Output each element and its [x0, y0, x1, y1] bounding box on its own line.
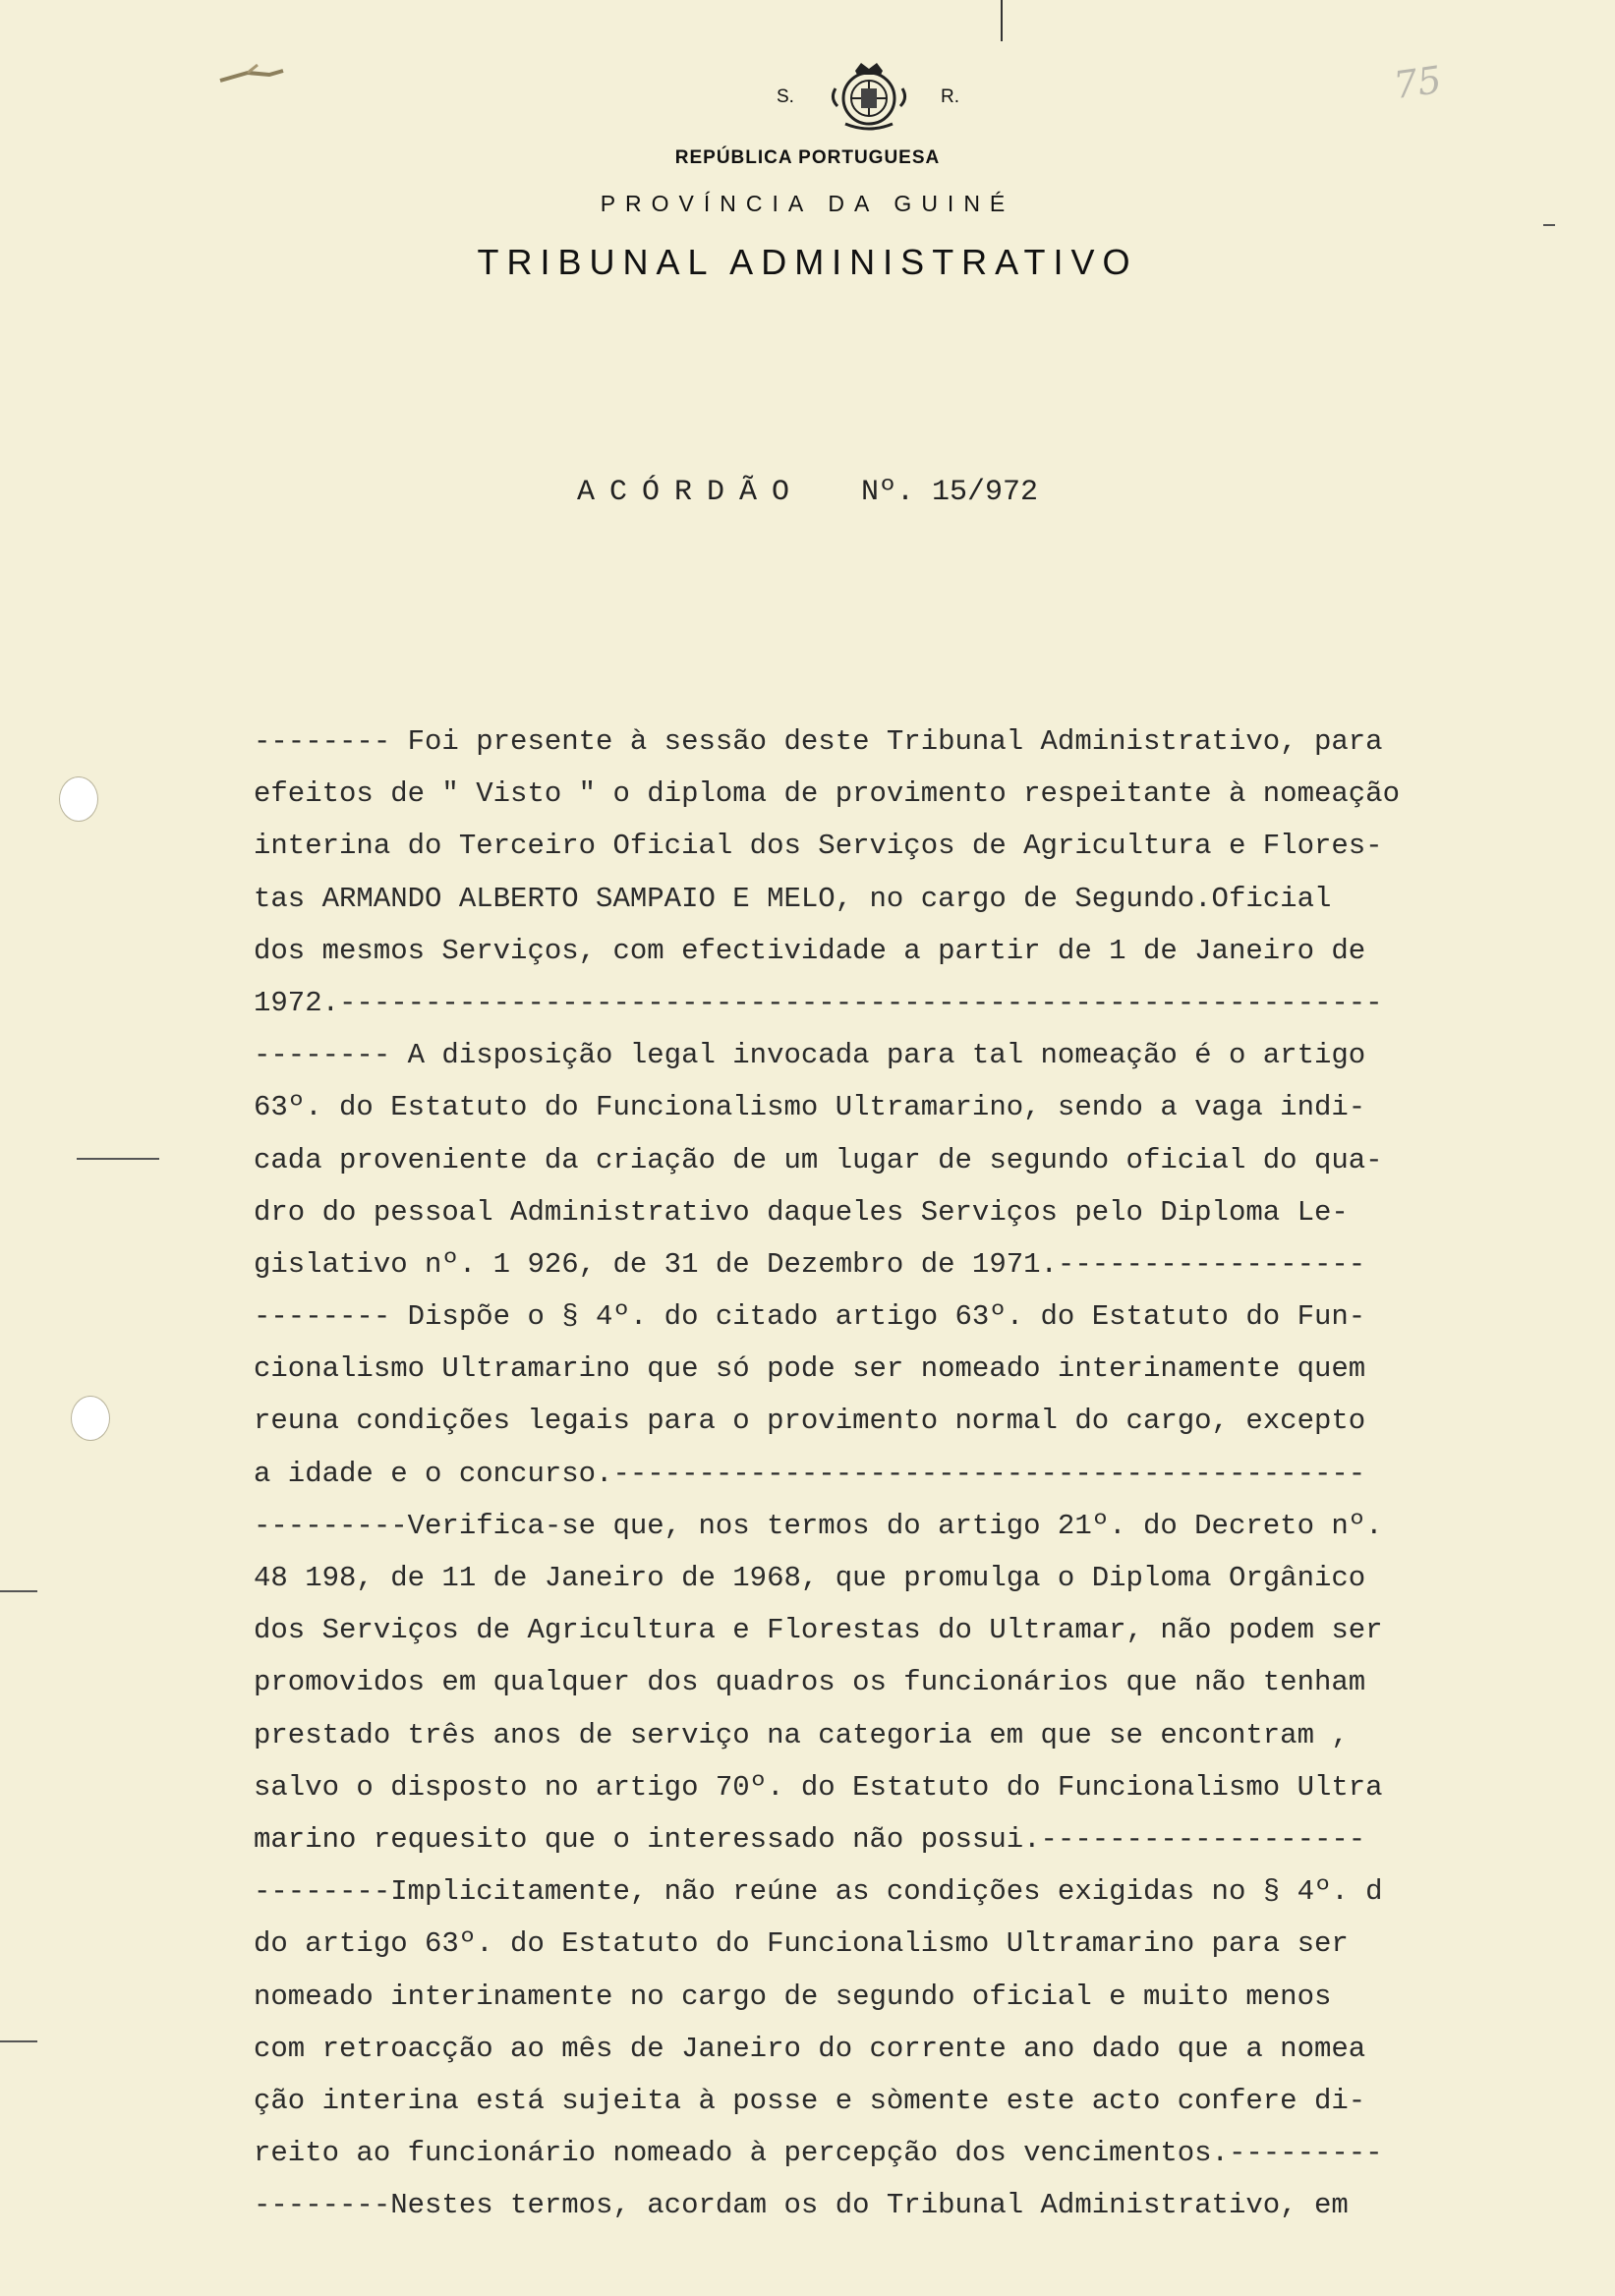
crest-label-left: S.	[777, 86, 794, 107]
text-line: 1972.-------------------------------------------------------------	[254, 986, 1383, 1019]
text-line: marino requesito que o interessado não possui.-------------------	[254, 1822, 1366, 1856]
text-line: -------- A disposição legal invocada para tal nomeação é o artigo	[254, 1039, 1366, 1072]
handwritten-page-number: 75	[1391, 57, 1445, 108]
text-line: nomeado interinamente no cargo de segundo oficial e muito menos	[254, 1980, 1332, 2013]
text-line: efeitos de " Visto " o diploma de provimento respeitante à nomeação	[254, 777, 1400, 811]
text-line: a idade e o concurso.--------------------------------------------	[254, 1457, 1366, 1490]
text-line: ção interina está sujeita à posse e sòmente este acto confere di-	[254, 2084, 1366, 2117]
letterhead	[0, 59, 1615, 282]
punch-hole	[71, 1396, 110, 1441]
text-line: reuna condições legais para o provimento normal do cargo, excepto	[254, 1405, 1366, 1438]
text-line: 48 198, de 11 de Janeiro de 1968, que promulga o Diploma Orgânico	[254, 1562, 1366, 1594]
text-line: dos Serviços de Agricultura e Florestas do Ultramar, não podem ser	[254, 1614, 1383, 1647]
text-line: do artigo 63º. do Estatuto do Funcionalismo Ultramarino para ser	[254, 1927, 1349, 1961]
text-line: tas ARMANDO ALBERTO SAMPAIO E MELO, no cargo de Segundo.Oficial	[254, 882, 1332, 915]
text-line: interina do Terceiro Oficial dos Serviços de Agricultura e Flores-	[254, 830, 1383, 863]
punch-hole	[59, 776, 98, 822]
text-line: dos mesmos Serviços, com efectividade a partir de 1 de Janeiro de	[254, 934, 1366, 967]
margin-line	[1001, 0, 1003, 41]
coat-of-arms-icon	[826, 59, 912, 134]
text-line: -------- Foi presente à sessão deste Tribunal Administrativo, para	[254, 725, 1383, 758]
title-word: ACÓRDÃO	[576, 476, 804, 509]
text-line: cionalismo Ultramarino que só pode ser nomeado interinamente quem	[254, 1352, 1366, 1386]
header-provincia: PROVÍNCIA DA GUINÉ	[600, 191, 1015, 216]
text-line: prestado três anos de serviço na categoria em que se encontram ,	[254, 1718, 1349, 1751]
header-tribunal: TRIBUNAL ADMINISTRATIVO	[477, 242, 1138, 282]
text-line: dro do pessoal Administrativo daqueles Serviços pelo Diploma Le-	[254, 1195, 1349, 1229]
text-line: 63º. do Estatuto do Funcionalismo Ultramarino, sendo a vaga indi-	[254, 1091, 1366, 1124]
text-line: promovidos em qualquer dos quadros os funcionários que não tenham	[254, 1666, 1366, 1699]
text-line: gislativo nº. 1 926, de 31 de Dezembro de 1971.------------------	[254, 1247, 1366, 1281]
text-line: cada proveniente da criação de um lugar de segundo oficial do qua-	[254, 1143, 1383, 1177]
margin-tick	[77, 1158, 159, 1160]
header-republica: REPÚBLICA PORTUGUESA	[674, 147, 941, 168]
margin-tick	[0, 2040, 37, 2042]
margin-tick	[1543, 224, 1555, 226]
document-title	[0, 476, 1615, 509]
text-line: salvo o disposto no artigo 70º. do Estatuto do Funcionalismo Ultra	[254, 1770, 1383, 1804]
text-line: --------Implicitamente, não reúne as condições exigidas no § 4º. d	[254, 1875, 1383, 1909]
text-line: ---------Verifica-se que, nos termos do artigo 21º. do Decreto nº.	[254, 1509, 1383, 1542]
text-line: com retroacção ao mês de Janeiro do corrente ano dado que a nomea	[254, 2032, 1366, 2065]
title-number: Nº. 15/972	[861, 476, 1039, 509]
margin-tick	[0, 1590, 37, 1592]
document-body	[254, 716, 1531, 2231]
crest-label-right: R.	[941, 86, 959, 107]
text-line: reito ao funcionário nomeado à percepção dos vencimentos.---------	[254, 2137, 1383, 2170]
text-line: -------- Dispõe o § 4º. do citado artigo 63º. do Estatuto do Fun-	[254, 1300, 1366, 1334]
text-line: --------Nestes termos, acordam os do Tribunal Administrativo, em	[254, 2189, 1349, 2222]
